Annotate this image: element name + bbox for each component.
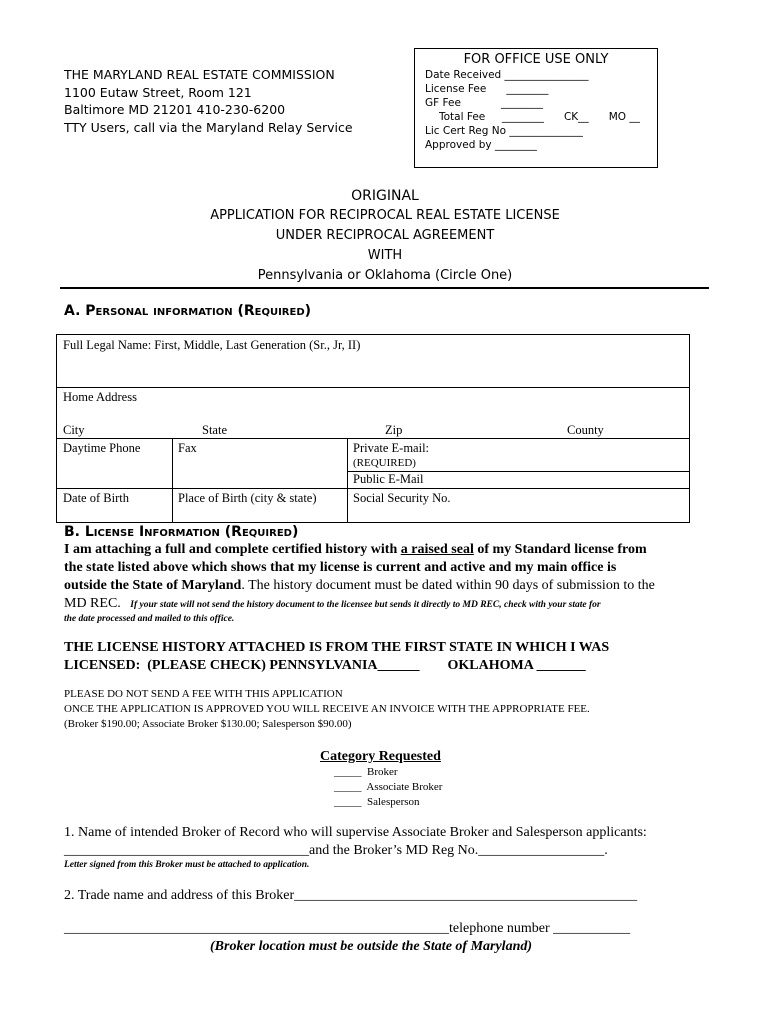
public-email-label[interactable]: Public E-Mail <box>353 472 424 486</box>
daytime-phone-label[interactable]: Daytime Phone <box>63 441 141 455</box>
agency-tty: TTY Users, call via the Maryland Relay Service <box>64 119 353 135</box>
agency-block <box>64 66 353 136</box>
category-broker[interactable]: _____ Broker <box>334 766 398 778</box>
license-paragraph-text: of my Standard license from <box>473 542 647 557</box>
office-date-received: Date Received ________________ <box>425 69 589 81</box>
table-row-divider <box>57 387 689 388</box>
table-row-divider <box>57 488 689 489</box>
section-b-title: B. License Information (Required) <box>64 524 299 540</box>
license-paragraph-line1 <box>64 542 647 558</box>
private-email-required-note: (REQUIRED) <box>353 457 416 469</box>
license-paragraph-line3 <box>64 578 655 594</box>
home-address-label[interactable]: Home Address <box>63 390 137 404</box>
fee-schedule: (Broker $190.00; Associate Broker $130.00; Salesperson $90.00) <box>64 718 352 730</box>
original-heading: ORIGINAL <box>351 188 419 204</box>
state-choice: Pennsylvania or Oklahoma (Circle One) <box>257 268 513 283</box>
license-paragraph-text: I am attaching a full and complete certified history with <box>64 542 401 557</box>
first-state-line1: THE LICENSE HISTORY ATTACHED IS FROM THE FIRST STATE IN WHICH I WAS <box>64 640 610 655</box>
application-title-line3: WITH <box>367 248 403 263</box>
zip-label[interactable]: Zip <box>385 423 403 437</box>
county-label[interactable]: County <box>567 423 604 437</box>
question-1-note: Letter signed from this Broker must be attached to application. <box>64 860 310 870</box>
license-paragraph-line2: the state listed above which shows that my license is current and active and my main office is <box>64 560 617 575</box>
office-license-fee: License Fee ________ <box>425 83 549 95</box>
agency-name: THE MARYLAND REAL ESTATE COMMISSION <box>64 67 335 82</box>
invoice-notice: ONCE THE APPLICATION IS APPROVED YOU WILL RECEIVE AN INVOICE WITH THE APPROPRIATE FEE. <box>64 703 590 715</box>
title-divider <box>60 287 709 289</box>
office-lic-cert: Lic Cert Reg No ______________ <box>425 125 583 137</box>
office-total-fee: Total Fee ________ CK__ MO __ <box>439 111 640 123</box>
personal-info-table <box>56 334 690 523</box>
agency-address-line1: 1100 Eutaw Street, Room 121 <box>64 84 252 100</box>
office-approved-by: Approved by ________ <box>425 139 537 151</box>
table-row-divider <box>57 438 689 439</box>
section-a-title: A. Personal information (Required) <box>64 303 312 319</box>
question-1-fields[interactable]: ___________________________________and the Broker’s MD Reg No.__________________. <box>64 843 608 858</box>
state-label[interactable]: State <box>202 423 227 437</box>
category-associate-broker[interactable]: _____ Associate Broker <box>334 781 443 793</box>
table-col-divider <box>172 438 173 523</box>
md-rec-text: MD REC. <box>64 596 121 611</box>
license-paragraph-line4 <box>64 596 601 612</box>
question-2-fields[interactable]: _______________________________________________________telephone number ___________ <box>64 921 631 936</box>
agency-address-line2: Baltimore MD 21201 410-230-6200 <box>64 102 286 117</box>
first-state-checkboxes[interactable]: LICENSED: (PLEASE CHECK) PENNSYLVANIA______ OKLAHOMA _______ <box>64 658 586 673</box>
table-col-divider <box>347 438 348 523</box>
office-gf-fee: GF Fee ________ <box>425 97 543 109</box>
outside-maryland-text: outside the State of Maryland <box>64 578 242 593</box>
state-history-note-line2: the date processed and mailed to this office. <box>64 614 235 624</box>
city-label[interactable]: City <box>63 423 85 437</box>
office-use-title: FOR OFFICE USE ONLY <box>463 52 609 67</box>
office-use-box <box>414 48 658 168</box>
full-legal-name-label[interactable]: Full Legal Name: First, Middle, Last Generation (Sr., Jr, II) <box>63 338 361 352</box>
application-title-line1: APPLICATION FOR RECIPROCAL REAL ESTATE LICENSE <box>210 208 560 223</box>
no-fee-notice: PLEASE DO NOT SEND A FEE WITH THIS APPLICATION <box>64 688 343 700</box>
category-title: Category Requested <box>320 749 441 764</box>
question-2-text[interactable]: 2. Trade name and address of this Broker_________________________________________________ <box>64 888 638 903</box>
history-date-text: . The history document must be dated within 90 days of submission to the <box>241 578 655 593</box>
fax-label[interactable]: Fax <box>178 441 197 455</box>
category-salesperson[interactable]: _____ Salesperson <box>334 796 420 808</box>
place-of-birth-label[interactable]: Place of Birth (city & state) <box>178 491 317 505</box>
raised-seal-text: a raised seal <box>400 542 474 557</box>
question-1-text: 1. Name of intended Broker of Record who will supervise Associate Broker and Salesperson applicants: <box>64 825 647 840</box>
application-title-line2: UNDER RECIPROCAL AGREEMENT <box>275 228 495 243</box>
ssn-label[interactable]: Social Security No. <box>353 491 451 505</box>
private-email-label[interactable]: Private E-mail: <box>353 441 430 455</box>
state-history-note: If your state will not send the history document to the licensee but sends it directly to MD REC, check with your state for <box>130 600 601 610</box>
question-2-note: (Broker location must be outside the State of Maryland) <box>210 939 533 954</box>
date-of-birth-label[interactable]: Date of Birth <box>63 491 129 505</box>
